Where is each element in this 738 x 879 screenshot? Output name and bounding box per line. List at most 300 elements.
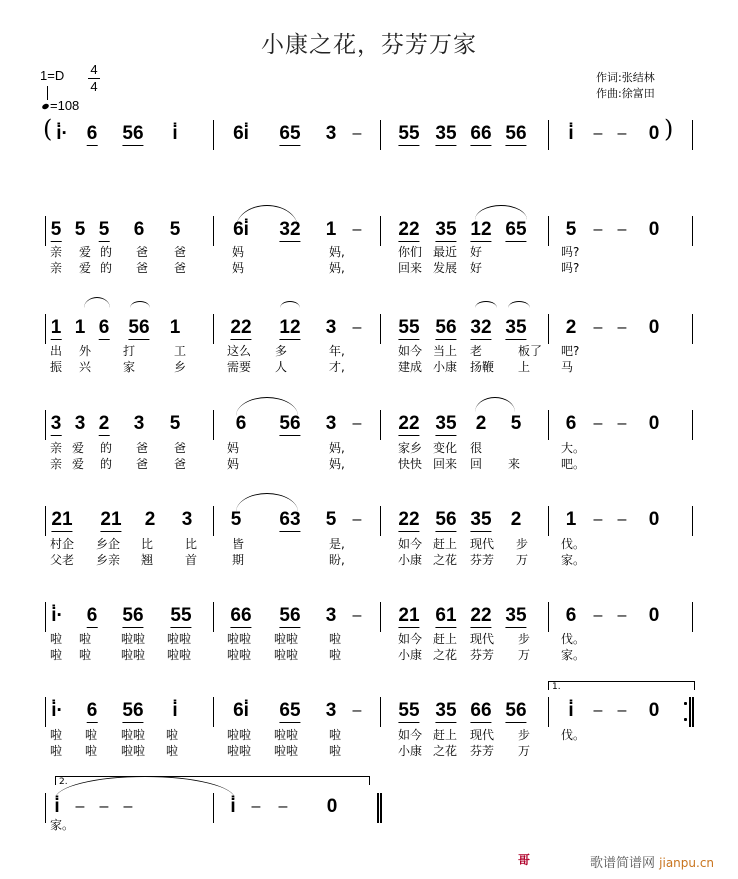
lyric: 妈 bbox=[232, 261, 245, 275]
barline bbox=[213, 216, 214, 246]
note: 32 bbox=[279, 219, 301, 240]
lyric: 小康 bbox=[433, 360, 458, 374]
lyric: 爸 bbox=[174, 457, 187, 471]
note: 3 bbox=[74, 413, 86, 434]
note: 3 bbox=[325, 317, 337, 338]
barline bbox=[692, 506, 693, 536]
note: 35 bbox=[435, 123, 457, 144]
lyric: 爱 bbox=[72, 441, 85, 455]
lyric: 爸 bbox=[136, 457, 149, 471]
lyric: 马 bbox=[561, 360, 574, 374]
note: 56 bbox=[128, 317, 150, 338]
note: 6i̇ bbox=[233, 123, 249, 144]
lyric: 之花 bbox=[433, 744, 458, 758]
dash: – bbox=[352, 702, 362, 719]
barline bbox=[692, 602, 693, 632]
slur-arc bbox=[475, 205, 527, 220]
barline bbox=[380, 697, 381, 727]
lyric: 振 bbox=[50, 360, 63, 374]
lyric: 盼, bbox=[329, 553, 345, 567]
volta-2: 2. bbox=[55, 776, 370, 785]
lyric: 现代 bbox=[470, 537, 495, 551]
note: 65 bbox=[505, 219, 527, 240]
barline bbox=[380, 216, 381, 246]
barline bbox=[380, 793, 382, 823]
lyric: 老 bbox=[470, 344, 483, 358]
lyric: 翘 bbox=[141, 553, 154, 567]
lyric: 亲 bbox=[50, 457, 63, 471]
lyric: 芬芳 bbox=[470, 744, 495, 758]
note: 21 bbox=[398, 605, 420, 626]
lyric: 啦啦 bbox=[167, 648, 192, 662]
note: 35 bbox=[470, 509, 492, 530]
slur-arc bbox=[280, 301, 300, 308]
note: 56 bbox=[505, 700, 527, 721]
lyric: 之花 bbox=[433, 648, 458, 662]
lyric: 当上 bbox=[433, 344, 458, 358]
slur-arc bbox=[130, 301, 150, 308]
note: 55 bbox=[398, 700, 420, 721]
lyric: 来 bbox=[508, 457, 521, 471]
barline bbox=[548, 314, 549, 344]
lyric: 啦啦 bbox=[274, 632, 299, 646]
note: 35 bbox=[435, 700, 457, 721]
note: 2 bbox=[510, 509, 522, 530]
lyric: 爸 bbox=[174, 441, 187, 455]
lyric: 需要 bbox=[227, 360, 252, 374]
dash: – bbox=[617, 125, 627, 142]
note: 5 bbox=[50, 219, 62, 240]
dash: – bbox=[352, 221, 362, 238]
lyric: 皆 bbox=[232, 537, 245, 551]
note: i̇ bbox=[54, 796, 60, 817]
lyric: 爸 bbox=[136, 245, 149, 259]
lyric: 小康 bbox=[398, 744, 423, 758]
note: 3 bbox=[325, 700, 337, 721]
note: 55 bbox=[398, 317, 420, 338]
lyric: 多 bbox=[275, 344, 288, 358]
lyric: 吗? bbox=[561, 261, 580, 275]
lyric: 比 bbox=[141, 537, 154, 551]
lyric: 快快 bbox=[398, 457, 423, 471]
lyric: 爱 bbox=[79, 245, 92, 259]
dash: – bbox=[352, 125, 362, 142]
dash: – bbox=[593, 415, 603, 432]
dash: – bbox=[593, 319, 603, 336]
lyric: 啦 bbox=[50, 744, 63, 758]
lyric: 现代 bbox=[470, 632, 495, 646]
lyric: 外 bbox=[79, 344, 92, 358]
note: 63 bbox=[279, 509, 301, 530]
lyric: 啦 bbox=[79, 632, 92, 646]
time-sig-bottom: 4 bbox=[90, 79, 98, 94]
note: 21 bbox=[100, 509, 122, 530]
lyric: 啦 bbox=[329, 744, 342, 758]
lyric: 妈 bbox=[232, 245, 245, 259]
barline bbox=[548, 410, 549, 440]
note: 5 bbox=[325, 509, 337, 530]
lyric: 期 bbox=[232, 553, 245, 567]
slur-arc bbox=[236, 397, 298, 416]
note: 55 bbox=[398, 123, 420, 144]
composer: 作曲:徐富田 bbox=[596, 87, 655, 100]
note: 5 bbox=[230, 509, 242, 530]
note: i̇· bbox=[51, 605, 63, 626]
dash: – bbox=[352, 511, 362, 528]
note: 0 bbox=[648, 413, 660, 434]
song-title: 小康之花，芬芳万家 bbox=[261, 32, 477, 58]
note: 3 bbox=[181, 509, 193, 530]
lyric: 啦啦 bbox=[274, 728, 299, 742]
lyric: 如今 bbox=[398, 537, 423, 551]
barline bbox=[380, 506, 381, 536]
barline bbox=[213, 120, 214, 150]
barline bbox=[548, 120, 549, 150]
lyric: 啦啦 bbox=[121, 744, 146, 758]
note: 56 bbox=[435, 317, 457, 338]
lyric: 最近 bbox=[433, 245, 458, 259]
lyric: 之花 bbox=[433, 553, 458, 567]
lyric: 你们 bbox=[398, 245, 423, 259]
barline bbox=[45, 602, 46, 632]
barline bbox=[548, 697, 549, 727]
note: 22 bbox=[398, 509, 420, 530]
lyric: 爸 bbox=[136, 261, 149, 275]
lyric: 回来 bbox=[433, 457, 458, 471]
lyric: 板了 bbox=[518, 344, 543, 358]
note: 6 bbox=[86, 700, 98, 721]
slur-arc bbox=[475, 301, 497, 308]
barline bbox=[45, 410, 46, 440]
barline bbox=[213, 410, 214, 440]
dash: – bbox=[75, 798, 85, 815]
dash: – bbox=[617, 607, 627, 624]
note: 56 bbox=[435, 509, 457, 530]
lyric: 啦 bbox=[79, 648, 92, 662]
lyric: 爸 bbox=[136, 441, 149, 455]
lyric: 家。 bbox=[561, 648, 586, 662]
lyric: 啦啦 bbox=[121, 728, 146, 742]
repeat-dot bbox=[684, 718, 687, 721]
lyric: 啦 bbox=[50, 728, 63, 742]
note: 65 bbox=[279, 123, 301, 144]
lyric: 啦啦 bbox=[121, 632, 146, 646]
note: 3 bbox=[325, 605, 337, 626]
lyric: 赶上 bbox=[433, 537, 458, 551]
lyric: 爸 bbox=[174, 245, 187, 259]
lyric: 比 bbox=[185, 537, 198, 551]
note: 2 bbox=[565, 317, 577, 338]
credits bbox=[596, 70, 655, 102]
lyric: 万 bbox=[516, 553, 529, 567]
lyric: 现代 bbox=[470, 728, 495, 742]
barline bbox=[548, 216, 549, 246]
barline bbox=[692, 216, 693, 246]
note: 0 bbox=[648, 700, 660, 721]
note: 22 bbox=[230, 317, 252, 338]
dash: – bbox=[617, 702, 627, 719]
dash: – bbox=[617, 221, 627, 238]
note: 2 bbox=[144, 509, 156, 530]
note: 56 bbox=[122, 700, 144, 721]
note: 32 bbox=[470, 317, 492, 338]
note: 5 bbox=[169, 219, 181, 240]
note: 65 bbox=[279, 700, 301, 721]
barline bbox=[45, 506, 46, 536]
lyric: 啦 bbox=[166, 728, 179, 742]
lyric: 万 bbox=[518, 744, 531, 758]
note: 3 bbox=[133, 413, 145, 434]
site-domain: jianpu.cn bbox=[659, 856, 715, 870]
lyricist: 作词:张结林 bbox=[596, 71, 655, 84]
barline bbox=[213, 697, 214, 727]
barline bbox=[380, 410, 381, 440]
note: 6 bbox=[133, 219, 145, 240]
note: 35 bbox=[435, 413, 457, 434]
lyric: 啦啦 bbox=[227, 728, 252, 742]
lyric: 如今 bbox=[398, 728, 423, 742]
lyric: 变化 bbox=[433, 441, 458, 455]
lyric: 啦 bbox=[50, 632, 63, 646]
dash: – bbox=[99, 798, 109, 815]
lyric: 爱 bbox=[72, 457, 85, 471]
note: 0 bbox=[648, 317, 660, 338]
lyric: 打 bbox=[123, 344, 136, 358]
barline bbox=[213, 506, 214, 536]
lyric: 家 bbox=[123, 360, 136, 374]
lyric: 的 bbox=[100, 457, 113, 471]
dash: – bbox=[593, 125, 603, 142]
lyric: 乡亲 bbox=[96, 553, 121, 567]
note: 5 bbox=[169, 413, 181, 434]
note: 6 bbox=[235, 413, 247, 434]
lyric: 出 bbox=[50, 344, 63, 358]
lyric: 家乡 bbox=[398, 441, 423, 455]
dash: – bbox=[593, 221, 603, 238]
barline bbox=[45, 314, 46, 344]
lyric: 的 bbox=[100, 261, 113, 275]
lyric: 兴 bbox=[79, 360, 92, 374]
lyric: 建成 bbox=[398, 360, 423, 374]
lyric: 的 bbox=[100, 245, 113, 259]
barline bbox=[45, 697, 46, 727]
note: 35 bbox=[505, 317, 527, 338]
note: i̇· bbox=[51, 700, 63, 721]
note: 5 bbox=[74, 219, 86, 240]
note: 6 bbox=[86, 605, 98, 626]
repeat-open-bracket: ( bbox=[43, 115, 53, 143]
repeat-close-bracket: ) bbox=[664, 115, 674, 143]
lyric: 啦啦 bbox=[274, 744, 299, 758]
lyric: 的 bbox=[100, 441, 113, 455]
footer-mark: 哥 bbox=[518, 853, 531, 867]
barline bbox=[692, 314, 693, 344]
note: 12 bbox=[470, 219, 492, 240]
lyric: 妈, bbox=[329, 457, 345, 471]
note: 0 bbox=[648, 605, 660, 626]
slur-arc bbox=[236, 493, 298, 512]
time-sig-top: 4 bbox=[90, 62, 98, 77]
lyric: 步 bbox=[518, 728, 531, 742]
lyric: 吧。 bbox=[561, 457, 586, 471]
note: 0 bbox=[648, 219, 660, 240]
note: 6 bbox=[565, 413, 577, 434]
note: 61 bbox=[435, 605, 457, 626]
lyric: 啦 bbox=[329, 648, 342, 662]
lyric: 伐。 bbox=[561, 537, 586, 551]
barline bbox=[689, 697, 691, 727]
note: 12 bbox=[279, 317, 301, 338]
lyric: 芬芳 bbox=[470, 553, 495, 567]
lyric: 好 bbox=[470, 261, 483, 275]
lyric: 赶上 bbox=[433, 632, 458, 646]
note: 2 bbox=[98, 413, 110, 434]
lyric: 啦 bbox=[329, 728, 342, 742]
lyric: 首 bbox=[185, 553, 198, 567]
note: 22 bbox=[470, 605, 492, 626]
lyric: 回 bbox=[470, 457, 483, 471]
lyric: 啦 bbox=[166, 744, 179, 758]
slur-arc bbox=[236, 205, 298, 228]
lyric: 啦啦 bbox=[121, 648, 146, 662]
dash: – bbox=[352, 415, 362, 432]
lyric: 好 bbox=[470, 245, 483, 259]
dash: – bbox=[617, 415, 627, 432]
lyric: 很 bbox=[470, 441, 483, 455]
lyric: 亲 bbox=[50, 261, 63, 275]
note: 3 bbox=[50, 413, 62, 434]
slur-arc bbox=[84, 297, 110, 308]
note: 0 bbox=[648, 509, 660, 530]
note: 1 bbox=[169, 317, 181, 338]
site-name: 歌谱简谱网 bbox=[590, 856, 656, 871]
lyric: 啦 bbox=[50, 648, 63, 662]
note: 5 bbox=[510, 413, 522, 434]
lyric: 伐。 bbox=[561, 632, 586, 646]
lyric: 家。 bbox=[561, 553, 586, 567]
lyric: 赶上 bbox=[433, 728, 458, 742]
lyric: 人 bbox=[275, 360, 288, 374]
note: 6 bbox=[98, 317, 110, 338]
lyric: 小康 bbox=[398, 553, 423, 567]
lyric: 大。 bbox=[561, 441, 586, 455]
lyric: 如今 bbox=[398, 632, 423, 646]
lyric: 吧? bbox=[561, 344, 580, 358]
lyric: 爱 bbox=[79, 261, 92, 275]
note: 21 bbox=[51, 509, 73, 530]
lyric: 如今 bbox=[398, 344, 423, 358]
note: i̇ bbox=[568, 123, 574, 144]
note: 1 bbox=[325, 219, 337, 240]
lyric: 乡企 bbox=[96, 537, 121, 551]
note: 22 bbox=[398, 219, 420, 240]
barline bbox=[692, 410, 693, 440]
lyric: 啦 bbox=[85, 744, 98, 758]
note: i̇ bbox=[172, 700, 178, 721]
lyric: 这么 bbox=[227, 344, 252, 358]
note: 35 bbox=[435, 219, 457, 240]
note: 5 bbox=[565, 219, 577, 240]
lyric: 妈 bbox=[227, 441, 240, 455]
note: 1 bbox=[50, 317, 62, 338]
lyric: 啦啦 bbox=[167, 632, 192, 646]
dash: – bbox=[278, 798, 288, 815]
lyric: 回来 bbox=[398, 261, 423, 275]
lyric: 乡 bbox=[174, 360, 187, 374]
note: 2 bbox=[475, 413, 487, 434]
note: 3 bbox=[325, 413, 337, 434]
lyric: 父老 bbox=[50, 553, 75, 567]
lyric: 家。 bbox=[50, 818, 75, 832]
lyric: 工 bbox=[174, 344, 187, 358]
note: i̇ bbox=[230, 796, 236, 817]
barline bbox=[380, 314, 381, 344]
note: 66 bbox=[470, 123, 492, 144]
lyric: 伐。 bbox=[561, 728, 586, 742]
quarter-note-icon bbox=[41, 103, 49, 110]
volta-1: 1. bbox=[548, 681, 695, 690]
barline bbox=[213, 314, 214, 344]
dash: – bbox=[593, 511, 603, 528]
lyric: 妈, bbox=[329, 261, 345, 275]
note: 66 bbox=[470, 700, 492, 721]
dash: – bbox=[352, 319, 362, 336]
dash: – bbox=[593, 702, 603, 719]
note: 6i̇ bbox=[233, 700, 249, 721]
note: 22 bbox=[398, 413, 420, 434]
lyric: 小康 bbox=[398, 648, 423, 662]
lyric: 亲 bbox=[50, 245, 63, 259]
lyric: 妈 bbox=[227, 457, 240, 471]
lyric: 扬鞭 bbox=[470, 360, 495, 374]
dash: – bbox=[617, 319, 627, 336]
barline bbox=[692, 697, 694, 727]
dash: – bbox=[251, 798, 261, 815]
barline bbox=[45, 216, 46, 246]
note: i̇· bbox=[56, 123, 68, 144]
lyric: 步 bbox=[518, 632, 531, 646]
time-signature bbox=[88, 62, 100, 95]
lyric: 妈, bbox=[329, 441, 345, 455]
note: 56 bbox=[505, 123, 527, 144]
note: 35 bbox=[505, 605, 527, 626]
repeat-dot bbox=[684, 702, 687, 705]
dash: – bbox=[352, 607, 362, 624]
lyric: 芬芳 bbox=[470, 648, 495, 662]
barline bbox=[45, 793, 46, 823]
slur-arc bbox=[475, 397, 515, 412]
note: 5 bbox=[98, 219, 110, 240]
lyric: 年, bbox=[329, 344, 345, 358]
note: 3 bbox=[325, 123, 337, 144]
note: 0 bbox=[326, 796, 338, 817]
note: 6i̇ bbox=[233, 219, 249, 240]
lyric: 吗? bbox=[561, 245, 580, 259]
note: 6 bbox=[565, 605, 577, 626]
slur-arc bbox=[508, 301, 530, 308]
dash: – bbox=[617, 511, 627, 528]
note: i̇ bbox=[172, 123, 178, 144]
barline bbox=[380, 120, 381, 150]
lyric: 是, bbox=[329, 537, 345, 551]
lyric: 啦啦 bbox=[227, 744, 252, 758]
lyric: 亲 bbox=[50, 441, 63, 455]
key-signature: 1=D bbox=[40, 68, 65, 83]
note: 0 bbox=[648, 123, 660, 144]
note: 56 bbox=[122, 123, 144, 144]
lyric: 啦啦 bbox=[227, 632, 252, 646]
note: 1 bbox=[74, 317, 86, 338]
